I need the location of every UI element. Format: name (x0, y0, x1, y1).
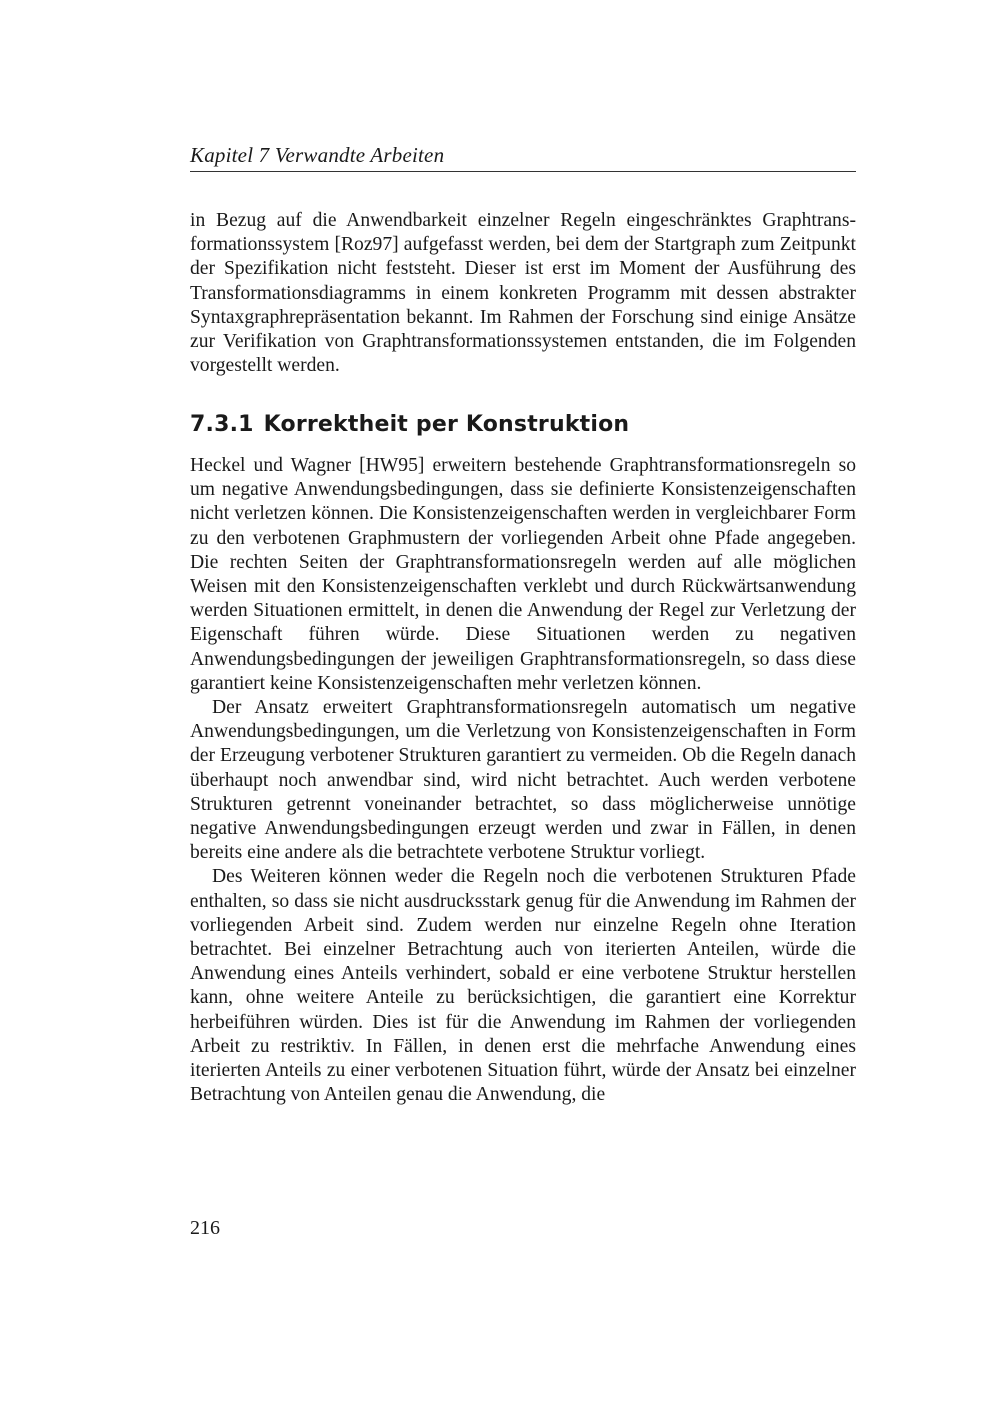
section-title: Korrektheit per Konstruktion (263, 412, 630, 437)
section-heading (190, 410, 856, 440)
body-paragraph-3: Des Weiteren können weder die Regeln noch die verbotenen Strukturen Pfade enthalten, so dass sie nicht ausdrucksstark genug für die Anwendung im Rahmen der vorliegenden Arbeit sind. Zudem werden nur einzelne Regeln ohne Iteration betrachtet. Bei einzelner Betrachtung auch von iterierten Anteilen, würde die Anwendung eines Anteils verhindert, sobald er eine verbotene Struktur herstellen kann, ohne weitere Anteile zu berücksichtigen, die garantiert eine Korrektur herbeiführen würden. Dies ist für die Anwendung im Rahmen der vorliegenden Arbeit zu restriktiv. In Fällen, in denen erst die mehrfache Anwendung eines iterierten Anteils zu einer verbotenen Situation führt, würde der Ansatz bei einzelner Betrachtung von Anteilen genau die Anwendung, die (190, 866, 856, 1106)
section-number: 7.3.1 (190, 412, 254, 437)
header-rule (190, 171, 856, 172)
section-body (190, 454, 856, 1107)
body-paragraph-1: Heckel und Wagner [HW95] erweitern bestehende Graphtransformationsregeln so um negative Anwendungsbedingungen, dass sie definierte Konsistenzeigenschaften nicht verletzen können. Die Konsistenzeigenschaften werden in vergleichbarer Form zu den verbotenen Graphmustern der vorliegenden Arbeit ohne Pfade angegeben. Die rechten Seiten der Graphtransformationsregeln werden auf alle möglichen Weisen mit den Konsistenzeigenschaften verklebt und durch Rückwärtsanwendung werden Situationen ermittelt, in denen die Anwendung der Regel zur Verletzung der Eigenschaft führen würde. Diese Situationen werden zu negativen Anwendungsbedingungen der jeweiligen Graphtransformationsregeln, so dass diese garantiert keine Konsistenzeigenschaften mehr verletzen können. (190, 455, 856, 694)
running-header: Kapitel 7 Verwandte Arbeiten (190, 143, 445, 167)
intro-paragraph: in Bezug auf die Anwendbarkeit einzelner Regeln eingeschränktes Graphtransformationssystem [Roz97] aufgefasst werden, bei dem der Startgraph zum Zeitpunkt der Spezifikation nicht feststeht. Dieser ist erst im Moment der Ausführung des Transformationsdiagramms in einem konkreten Programm mit dessen abstrakter Syntaxgraphrepräsentation bekannt. Im Rahmen der Forschung sind einige Ansätze zur Verifikation von Graphtransformationssystemen entstanden, die im Folgenden vorgestellt werden. (190, 210, 856, 377)
intro-text-block (190, 209, 856, 378)
page-number: 216 (190, 1217, 220, 1239)
body-paragraph-2: Der Ansatz erweitert Graphtransformationsregeln automatisch um negative Anwendungsbedingungen, um die Verletzung von Konsistenzeigenschaften in Form der Erzeugung verbotener Strukturen garantiert zu vermeiden. Ob die Regeln danach überhaupt noch anwendbar sind, wird nicht betrachtet. Auch werden verbotene Strukturen getrennt voneinander betrachtet, so dass möglicherweise unnötige negative Anwendungsbedingungen erzeugt werden und zwar in Fällen, in denen bereits eine andere als die betrachtete verbotene Struktur vorliegt. (190, 697, 856, 864)
